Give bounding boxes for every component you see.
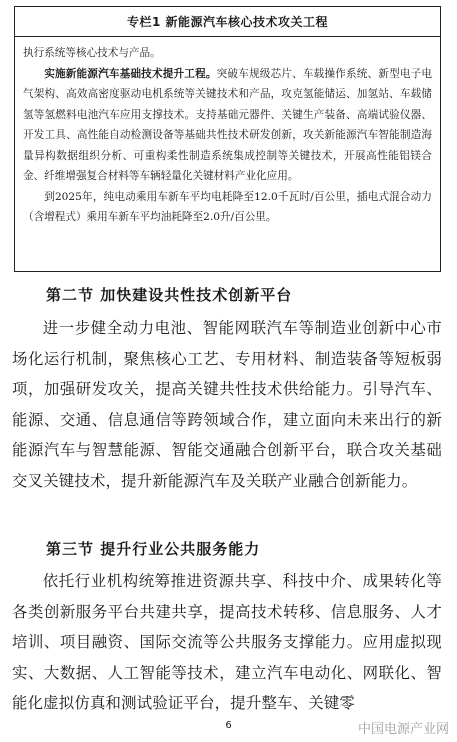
box-item-text: 突破车规级芯片、车载操作系统、新型电子电气架构、高效高密度驱动电机系统等关键技术和产品，攻克氢能储运、加氢站、车载储氢等氢燃料电池汽车应用支撑技术。支持基础元器件、关键生产装备、高端试验仪器、开发工具、高性能自动检测设备等基础共性技术研发创新，攻关新能源汽车智能制造海量异构数据组织分析、可重构柔性制造系统集成控制等关键技术，开展高性能铝镁合金、纤维增强复合材料等车辆轻量化关键材料产业化应用。 [23, 67, 433, 182]
section3-text: 依托行业机构统筹推进资源共享、科技中介、成果转化等各类创新服务平台共建共享，提高技术转移、信息服务、人才培训、项目融资、国际交流等公共服务支撑能力。应用虚拟现实、大数据、人工智能等技术，建立汽车电动化、网联化、智能化虚拟仿真和测试验证平台，提升整车、关键零 [12, 572, 442, 712]
box-line-continuation: 执行系统等核心技术与产品。 [23, 47, 161, 59]
section3-paragraph [12, 566, 442, 719]
section3-title: 第三节 提升行业公共服务能力 [46, 540, 261, 558]
box-item-heading: 实施新能源汽车基础技术提升工程。 [44, 67, 217, 80]
column-box-title: 专栏1 新能源汽车核心技术攻关工程 [15, 7, 440, 37]
column-box-body [15, 37, 440, 228]
page-number: 6 [225, 720, 232, 731]
box-item-paragraph [23, 64, 432, 187]
section2-paragraph [12, 313, 442, 496]
section2-text: 进一步健全动力电池、智能网联汽车等制造业创新中心市场化运行机制，聚焦核心工艺、专用材料、制造装备等短板弱项，加强研发攻关，提高关键共性技术供给能力。引导汽车、能源、交通、信息通信等跨领域合作，建立面向未来出行的新能源汽车与智慧能源、智能交通融合创新平台，联合攻关基础交叉关键技术，提升新能源汽车及关联产业融合创新能力。 [12, 319, 442, 490]
column-box [14, 6, 441, 272]
watermark: 中国电源产业网 [357, 722, 449, 737]
section2-title: 第二节 加快建设共性技术创新平台 [46, 286, 293, 304]
box-target-paragraph: 到2025年，纯电动乘用车新车平均电耗降至12.0千瓦时/百公里，插电式混合动力（含增程式）乘用车新车平均油耗降至2.0升/百公里。 [23, 190, 432, 223]
